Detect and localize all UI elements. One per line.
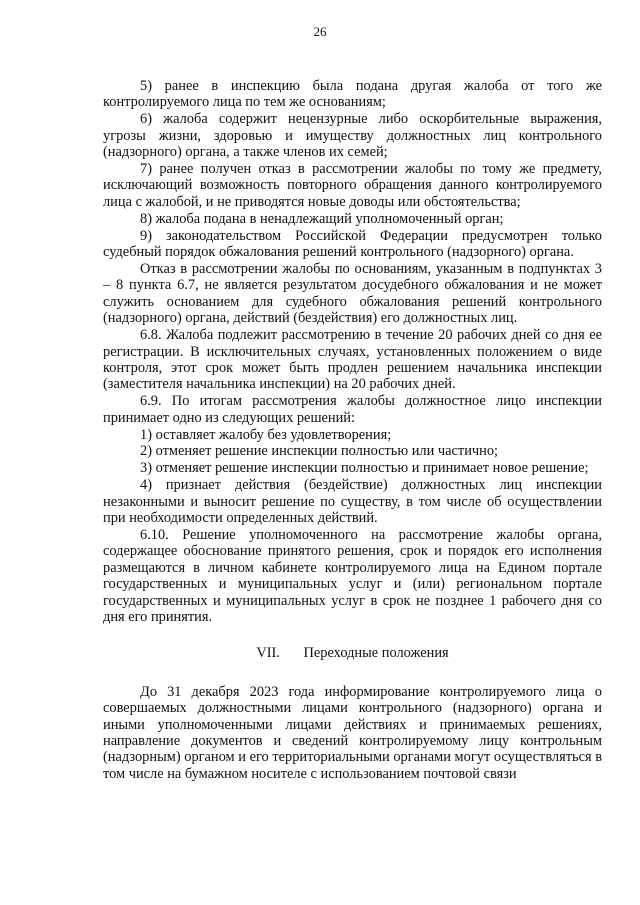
section-heading	[103, 645, 602, 661]
paragraph: 6.8. Жалоба подлежит рассмотрению в течение 20 рабочих дней со дня ее регистрации. В исключительных случаях, установленных положением о виде контроля, этот срок может быть продлен решением начальника инспекции (заместителя начальника инспекции) на 20 рабочих дней.	[103, 327, 602, 393]
list-item: 4) признает действия (бездействие) должностных лиц инспекции незаконными и выносит решение по существу, в том числе об осуществлении при необходимости определенных действий.	[103, 477, 602, 527]
paragraph: 6.10. Решение уполномоченного на рассмотрение жалобы органа, содержащее обоснование принятого решения, срок и порядок его исполнения размещаются в личном кабинете контролируемого лица на Едином портале государственных и муниципальных услуг и (или) региональном портале государственных и муниципальных услуг в срок не позднее 1 рабочего дня со дня его принятия.	[103, 526, 602, 625]
paragraph: 6.9. По итогам рассмотрения жалобы должностное лицо инспекции принимает одно из следующих решений:	[103, 393, 602, 426]
section-number: VII.	[256, 645, 280, 662]
list-item: 5) ранее в инспекцию была подана другая жалоба от того же контролируемого лица по тем же основаниям;	[103, 78, 602, 111]
list-item: 8) жалоба подана в ненадлежащий уполномоченный орган;	[140, 210, 504, 227]
paragraph: Отказ в рассмотрении жалобы по основаниям, указанным в подпунктах 3 – 8 пункта 6.7, не является результатом досудебного обжалования и не может служить основанием для судебного обжалования решений контрольного (надзорного) органа, действий (бездействия) его должностных лиц.	[103, 260, 602, 327]
list-item: 2) отменяет решение инспекции полностью или частично;	[140, 443, 499, 460]
list-item: 3) отменяет решение инспекции полностью и принимает новое решение;	[140, 460, 589, 477]
paragraph: До 31 декабря 2023 года информирование контролируемого лица о совершаемых должностными лицами контрольного (надзорного) органа и иными уполномоченными лицами действиях и принимаемых решениях, направление документов и сведений контролируемому лицу контрольным (надзорным) органом и его территориальными органами могут осуществляться в том числе на бумажном носителе с использованием почтовой связи	[103, 683, 602, 782]
list-item: 9) законодательством Российской Федерации предусмотрен только судебный порядок обжалования решений контрольного (надзорного) органа.	[103, 227, 602, 261]
list-item: 6) жалоба содержит нецензурные либо оскорбительные выражения, угрозы жизни, здоровью и имуществу должностных лиц контрольного (надзорного) органа, а также членов их семей;	[103, 111, 602, 161]
section-title: Переходные положения	[303, 645, 449, 662]
list-item: 7) ранее получен отказ в рассмотрении жалобы по тому же предмету, исключающий возможность повторного обращения данного контролируемого лица с жалобой, и не приводятся новые доводы или обстоятельства;	[103, 161, 602, 210]
document-body	[103, 78, 602, 783]
page-number: 26	[313, 24, 327, 39]
list-item: 1) оставляет жалобу без удовлетворения;	[140, 426, 392, 443]
